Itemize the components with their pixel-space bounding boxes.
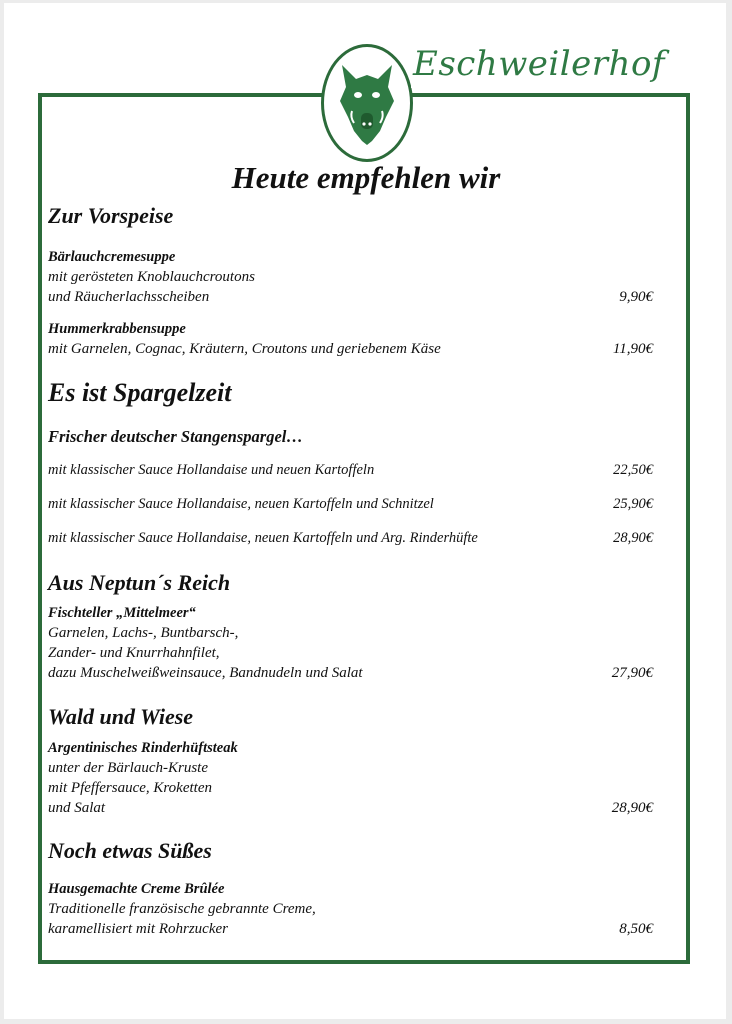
item-desc: karamellisiert mit Rohrzucker	[48, 921, 228, 937]
item-price: 28,90€	[613, 530, 653, 546]
item-price: 8,50€	[619, 921, 653, 937]
item-desc: Zander- und Knurrhahnfilet,	[48, 645, 220, 661]
item-price: 11,90€	[612, 341, 653, 357]
brand-name: Eschweilerhof	[411, 40, 667, 88]
item-price: 9,90€	[619, 289, 653, 305]
page-title: Heute empfehlen wir	[231, 160, 501, 195]
section-title-wald: Wald und Wiese	[48, 704, 194, 729]
menu-item	[48, 496, 653, 513]
logo-badge	[321, 44, 413, 162]
section-title-neptun: Aus Neptun´s Reich	[48, 570, 231, 595]
section-title-spargel: Es ist Spargelzeit	[48, 378, 232, 407]
item-desc: mit klassischer Sauce Hollandaise, neuen Kartoffeln und Arg. Rinderhüfte	[48, 530, 478, 546]
item-desc: Traditionelle französische gebrannte Creme,	[48, 901, 316, 917]
item-desc: mit Garnelen, Cognac, Kräutern, Croutons und geriebenem Käse	[48, 341, 441, 357]
item-name: Hausgemachte Creme Brûlée	[48, 881, 225, 897]
menu-item	[48, 319, 653, 359]
item-desc: unter der Bärlauch-Kruste	[48, 760, 208, 776]
item-price: 27,90€	[611, 665, 653, 681]
item-desc: mit gerösteten Knoblauchcroutons	[48, 269, 255, 285]
item-desc: mit Pfeffersauce, Kroketten	[48, 780, 212, 796]
menu-item	[48, 879, 653, 939]
item-desc: und Räucherlachsscheiben	[48, 289, 210, 305]
item-desc: Garnelen, Lachs-, Buntbarsch-,	[48, 625, 239, 641]
boar-head-icon	[336, 61, 398, 147]
item-desc: mit klassischer Sauce Hollandaise, neuen Kartoffeln und Schnitzel	[48, 496, 434, 512]
item-name: Hummerkrabbensuppe	[48, 321, 186, 337]
item-desc: mit klassischer Sauce Hollandaise und neuen Kartoffeln	[48, 462, 375, 478]
section-title-vorspeise: Zur Vorspeise	[48, 203, 174, 228]
item-name: Bärlauchcremesuppe	[48, 249, 176, 265]
item-desc: und Salat	[48, 800, 106, 816]
item-price: 22,50€	[613, 462, 653, 478]
item-desc: dazu Muschelweißweinsauce, Bandnudeln und Salat	[48, 665, 363, 681]
item-name: Argentinisches Rinderhüftsteak	[48, 740, 238, 756]
section-title-suess: Noch etwas Süßes	[48, 838, 212, 863]
menu-item	[48, 530, 653, 547]
item-price: 28,90€	[611, 800, 653, 816]
menu-item	[48, 462, 653, 479]
section-subtitle: Frischer deutscher Stangenspargel…	[48, 427, 303, 446]
menu-item	[48, 247, 653, 307]
menu-item	[48, 738, 653, 818]
item-name: Fischteller „Mittelmeer“	[48, 605, 196, 621]
item-price: 25,90€	[613, 496, 653, 512]
menu-item	[48, 603, 653, 683]
